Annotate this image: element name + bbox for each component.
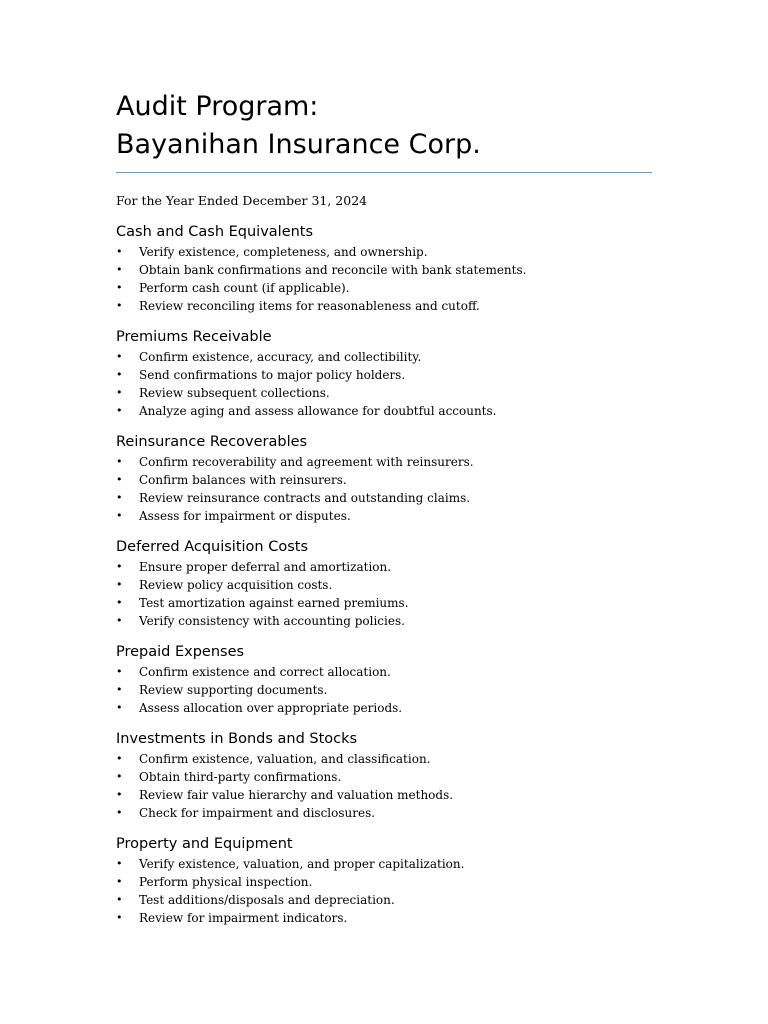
bullet-icon: • [116,857,123,870]
bullet-list [116,750,652,822]
bullet-icon: • [116,788,123,801]
section-heading: Investments in Bonds and Stocks [116,731,358,747]
section [116,433,652,525]
list-item-text: Confirm existence, valuation, and classification. [139,752,431,766]
list-item-text: Confirm existence and correct allocation. [139,665,391,679]
bullet-icon: • [116,404,123,417]
list-item [116,243,652,261]
list-item [116,750,652,768]
list-item-text: Check for impairment and disclosures. [139,806,376,820]
list-item-text: Verify existence, completeness, and ownership. [139,245,428,259]
bullet-icon: • [116,263,123,276]
list-item [116,804,652,822]
bullet-icon: • [116,560,123,573]
list-item-text: Perform cash count (if applicable). [139,281,350,295]
sections-container [116,223,652,927]
bullet-icon: • [116,893,123,906]
list-item-text: Assess for impairment or disputes. [139,509,351,523]
bullet-icon: • [116,245,123,258]
bullet-icon: • [116,455,123,468]
section-heading: Prepaid Expenses [116,644,245,660]
section-heading: Deferred Acquisition Costs [116,539,309,555]
section [116,730,652,822]
list-item-text: Review reconciling items for reasonableness and cutoff. [139,299,480,313]
bullet-icon: • [116,752,123,765]
bullet-icon: • [116,578,123,591]
list-item [116,279,652,297]
list-item-text: Review for impairment indicators. [139,911,348,925]
bullet-list [116,348,652,420]
bullet-list [116,453,652,525]
bullet-icon: • [116,350,123,363]
title-line-2: Bayanihan Insurance Corp. [116,129,481,160]
title-divider [116,172,652,173]
list-item-text: Review fair value hierarchy and valuation methods. [139,788,454,802]
list-item-text: Confirm balances with reinsurers. [139,473,347,487]
bullet-icon: • [116,299,123,312]
document-subtitle: For the Year Ended December 31, 2024 [116,193,368,208]
section-heading: Reinsurance Recoverables [116,434,308,450]
list-item [116,663,652,681]
list-item [116,489,652,507]
bullet-icon: • [116,491,123,504]
list-item [116,909,652,927]
section [116,835,652,927]
bullet-icon: • [116,509,123,522]
list-item [116,507,652,525]
list-item-text: Obtain third-party confirmations. [139,770,342,784]
list-item-text: Assess allocation over appropriate periods. [139,701,403,715]
list-item [116,471,652,489]
list-item [116,873,652,891]
bullet-icon: • [116,875,123,888]
list-item-text: Review supporting documents. [139,683,328,697]
bullet-icon: • [116,596,123,609]
list-item-text: Ensure proper deferral and amortization. [139,560,392,574]
list-item-text: Verify existence, valuation, and proper capitalization. [139,857,465,871]
list-item [116,786,652,804]
list-item [116,453,652,471]
list-item [116,768,652,786]
list-item-text: Test additions/disposals and depreciation. [139,893,395,907]
list-item-text: Send confirmations to major policy holders. [139,368,406,382]
bullet-icon: • [116,614,123,627]
list-item [116,366,652,384]
section [116,223,652,315]
bullet-list [116,855,652,927]
title-line-1: Audit Program: [116,91,319,122]
list-item-text: Confirm recoverability and agreement with reinsurers. [139,455,474,469]
bullet-list [116,663,652,717]
bullet-icon: • [116,770,123,783]
list-item [116,855,652,873]
list-item [116,402,652,420]
bullet-icon: • [116,281,123,294]
bullet-icon: • [116,683,123,696]
section [116,328,652,420]
section-heading: Property and Equipment [116,836,293,852]
list-item [116,384,652,402]
list-item [116,699,652,717]
list-item [116,612,652,630]
list-item-text: Analyze aging and assess allowance for doubtful accounts. [139,404,497,418]
list-item-text: Review policy acquisition costs. [139,578,333,592]
list-item-text: Obtain bank confirmations and reconcile with bank statements. [139,263,527,277]
bullet-list [116,243,652,315]
list-item [116,681,652,699]
list-item [116,576,652,594]
document-title [116,88,652,164]
bullet-icon: • [116,473,123,486]
bullet-icon: • [116,665,123,678]
list-item [116,261,652,279]
list-item [116,891,652,909]
list-item-text: Verify consistency with accounting policies. [139,614,405,628]
bullet-list [116,558,652,630]
list-item [116,558,652,576]
section [116,538,652,630]
list-item-text: Confirm existence, accuracy, and collectibility. [139,350,422,364]
section-heading: Cash and Cash Equivalents [116,224,314,240]
list-item [116,594,652,612]
list-item [116,297,652,315]
bullet-icon: • [116,806,123,819]
section [116,643,652,717]
bullet-icon: • [116,368,123,381]
bullet-icon: • [116,701,123,714]
list-item [116,348,652,366]
list-item-text: Review subsequent collections. [139,386,330,400]
list-item-text: Test amortization against earned premiums. [139,596,409,610]
document-page [116,88,652,927]
list-item-text: Review reinsurance contracts and outstanding claims. [139,491,471,505]
bullet-icon: • [116,386,123,399]
list-item-text: Perform physical inspection. [139,875,313,889]
bullet-icon: • [116,911,123,924]
section-heading: Premiums Receivable [116,329,272,345]
